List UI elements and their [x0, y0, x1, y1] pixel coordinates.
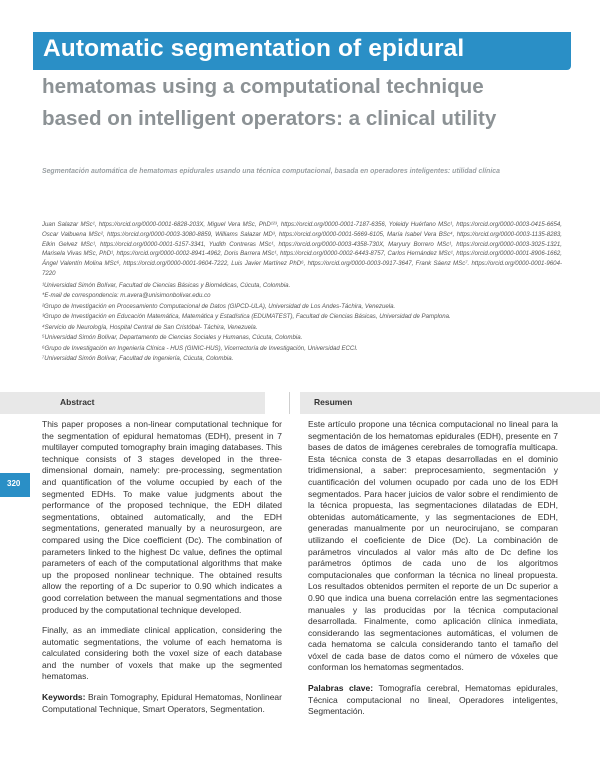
abstract-header-band [0, 392, 265, 414]
affiliation-4: ⁴Servicio de Neurología, Hospital Central de San Cristóbal- Táchira, Venezuela. [42, 324, 258, 331]
title-band [33, 32, 571, 70]
palabras-clave-text: Tomografía cerebral, Hematomas epidurales, Técnica computacional no lineal, Operadores inteligentes, Segmentación. [308, 683, 558, 717]
abstract-paragraph-1: This paper proposes a non-linear computational technique for the segmentation of epidural hematomas (EDH), present in 7 multilayer computed tomography brain imaging databases. This technique consists of 3 stages developed in the three-dimensional domain, namely: pre-processing, segmentation and quantification of the volume occupied by each of the segmented EDHs. To make value judgments about the performance of the proposed technique, the EDH dilated segmentations, obtained automatically, and the EDH segmentations, generated manually by a neurosurgeon, are compared using the Dice coefficient (Dc). The combination of parameters linked to the highest Dc value, defines the optimal parameters of each of the computational algorithms that make up the proposed nonlinear technique. The obtained results allow the reporting of a Dc superior to 0.90 which indicates a good correlation between the manual segmentations and those produced by the computational technique developed. [42, 419, 282, 615]
abstract-heading: Abstract [60, 397, 95, 407]
affiliation-6: ⁶Grupo de Investigación en Ingeniería Clínica - HUS (GINIC-HUS), Vicerrectoría de Investigación, Universidad ECCI. [42, 345, 358, 352]
abstract-column [42, 419, 282, 724]
affiliation-7: ⁷Universidad Simón Bolívar, Facultad de Ingeniería, Cúcuta, Colombia. [42, 355, 234, 362]
affiliation-5: ⁵Universidad Simón Bolívar, Departamento de Ciencias Sociales y Humanas, Cúcuta, Colombia. [42, 334, 303, 341]
page-number: 320 [7, 479, 21, 488]
affiliation-1: ¹Universidad Simón Bolívar, Facultad de Ciencias Básicas y Biomédicas, Cúcuta, Colombia. [42, 282, 291, 289]
correspondence-email: *E-mail de correspondencia: m.avera@unisimonbolivar.edu.co [42, 292, 211, 299]
abstract-keywords [42, 692, 282, 715]
spanish-title: Segmentación automática de hematomas epidurales usando una técnica computacional, basada en operadores inteligentes: utilidad clínica [42, 168, 500, 175]
keywords-label: Keywords: [42, 692, 86, 703]
title-line-2: hematomas using a computational technique [42, 75, 484, 98]
title-line-1: Automatic segmentation of epidural [43, 35, 465, 62]
column-divider [289, 392, 290, 414]
resumen-column [308, 419, 558, 727]
authors-list: Juan Salazar MSc¹, https://orcid.org/0000-0001-6828-203X, Miguel Vera MSc, PhD¹²³, https://orcid.org/0000-0001-7187-6356, Yoleidy Huérfano MSc¹, https://orcid.org/0000-0003-0415-6654, Oscar Valbuena MSc², https://orcid.org/0000-0003-3080-8859, Williams Salazar MD³, https://orcid.org/0000-0001-5669-6105, María Isabel Vera BSc⁴, https://orcid.org/0000-0003-1135-8283, Elkin Gelvez MSc¹, https://orcid.org/0000-0001-5157-3341, Yudith Contreras MSc¹, https://orcid.org/0000-0003-4358-730X, Maryury Borrero MSc¹, https://orcid.org/0000-0003-3025-1321, Marisela Vivas MSc, PhD¹, https://orcid.org/0000-0002-8941-4962, Doris Barrera MSc¹, https://orcid.org/0000-0002-6443-8757, Carlos Hernández MSc¹, https://orcid.org/0000-0001-8906-1662, Ángel Valentín Molina MSc⁶, https://orcid.org/0000-0001-9604-7222, Luis Javier Martínez PhD⁶, https://orcid.org/0000-0003-0917-3647, Frank Sáenz MSc⁷. https://orcid.org/0000-0001-9604-7220 [42, 221, 562, 277]
palabras-clave-label: Palabras clave: [308, 683, 374, 694]
keywords-text: Brain Tomography, Epidural Hematomas, Nonlinear Computational Technique, Smart Operators, Segmentation. [42, 692, 282, 714]
abstract-paragraph-2: Finally, as an immediate clinical application, considering the automatic segmentations, the volume of each hematoma is calculated considering both the voxel size of each database and the number of voxels that make up the segmented hematomas. [42, 625, 282, 682]
page-number-tab [0, 473, 30, 497]
resumen-header-band [300, 392, 600, 414]
title-line-3: based on intelligent operators: a clinical utility [42, 107, 497, 130]
resumen-paragraph-1: Este artículo propone una técnica computacional no lineal para la segmentación de los hematomas epidurales (EDH), presente en 7 bases de datos de imágenes cerebrales de tomografía multicapa. Esta técnica consta de 3 etapas desarrolladas en el dominio tridimensional, a saber: preprocesamiento, segmentación y cuantificación del volumen ocupado por cada uno de los EDH segmentados. Para hacer juicios de valor sobre el rendimiento de la técnica propuesta, las segmentaciones dilatadas de EDH, obtenidas automáticamente, y las segmentaciones de EDH, generadas manualmente por un neurocirujano, se comparan utilizando el coeficiente de Dice (Dc). La combinación de parámetros vinculados al valor más alto de Dc define los parámetros óptimos de cada uno de los algoritmos computacionales que conforman la técnica no lineal propuesta. Los resultados obtenidos permiten el reporte de un Dc superior a 0.90 que indica una buena correlación entre las segmentaciones manuales y las producidas por la técnica computacional desarrollada. Finalmente, como aplicación clínica inmediata, considerando las segmentaciones automáticas, el volumen de cada hematoma se calcula considerando tanto el tamaño del vóxel de cada base de datos como el número de vóxeles que conforman los hematomas segmentados. [308, 419, 558, 673]
affiliation-2: ²Grupo de Investigación en Procesamiento Computacional de Datos (GIPCD-ULA), Universidad de Los Andes-Táchira, Venezuela. [42, 303, 396, 310]
affiliation-3: ³Grupo de Investigación en Educación Matemática, Matemática y Estadística (EDUMATEST), Facultad de Ciencias Básicas, Universidad de Pamplona. [42, 313, 451, 320]
resumen-keywords [308, 683, 558, 718]
resumen-heading: Resumen [314, 397, 353, 407]
